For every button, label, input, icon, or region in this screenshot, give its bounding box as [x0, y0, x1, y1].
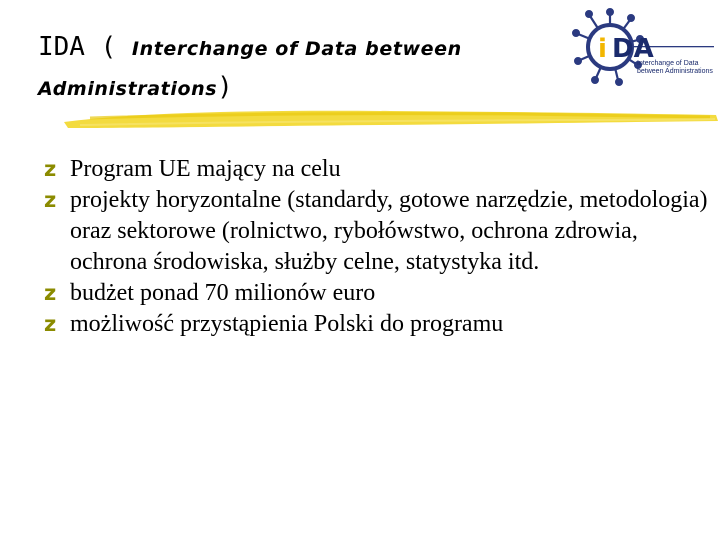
bullet-text: możliwość przystąpienia Polski do programu	[70, 311, 504, 337]
bullet-list	[44, 154, 714, 340]
logo-tagline	[637, 60, 713, 76]
bullet-text: Program UE mający na celu	[70, 156, 341, 182]
bullet-marker-icon: z	[44, 281, 57, 305]
svg-text:i: i	[598, 34, 607, 64]
title-italic-part-1: Interchange of Data between	[131, 38, 462, 60]
bullet-marker-icon: z	[44, 188, 57, 212]
logo-tagline-line-1: Interchange of Data	[637, 60, 699, 67]
bullet-text: budżet ponad 70 milionów euro	[70, 280, 376, 306]
bullet-text: projekty horyzontalne (standardy, gotowe narzędzie, metodologia) oraz sektorowe (rolnictwo, rybołówstwo, ochrona zdrowia, ochrona środowiska, służby celne, statystyka itd.	[70, 187, 708, 275]
bullet-marker-icon: z	[44, 312, 57, 336]
title-prefix: IDA (	[38, 32, 132, 62]
bullet-item	[44, 278, 714, 309]
title-line-2	[38, 72, 233, 102]
logo-tagline-line-2: between Administrations	[637, 68, 713, 75]
title-italic-part-2: Administrations	[38, 78, 218, 100]
bullet-item	[44, 309, 714, 340]
ida-logo	[568, 2, 718, 112]
bullet-item	[44, 154, 714, 185]
bullet-item	[44, 185, 714, 278]
logo-wordmark: DA	[612, 34, 654, 64]
bullet-marker-icon: z	[44, 157, 57, 181]
title-closing-paren: )	[217, 72, 233, 102]
title-line-1	[38, 30, 462, 66]
